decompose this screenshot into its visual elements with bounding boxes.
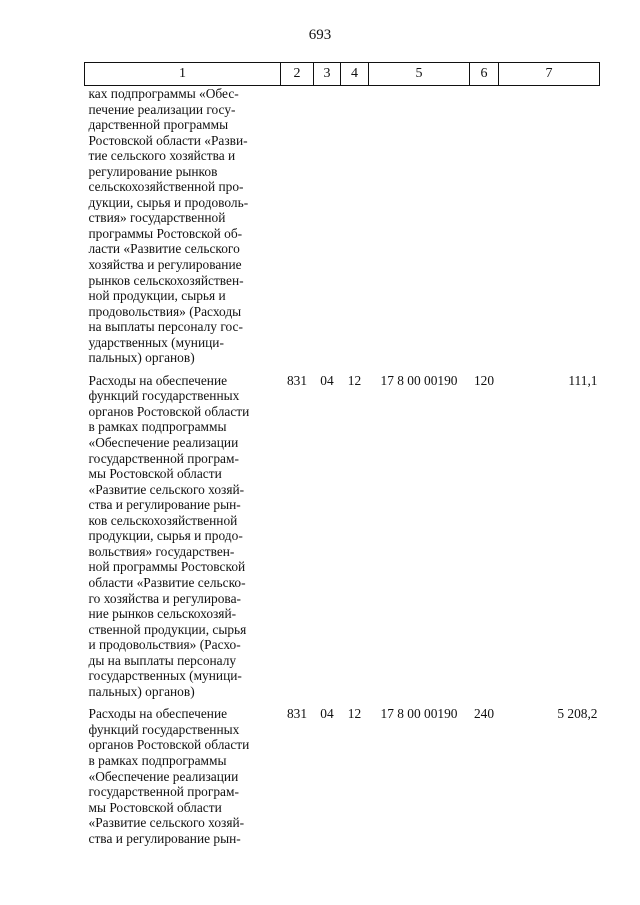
expense-type-cell: 240 <box>473 706 495 722</box>
description-line: ков сельскохозяйственной <box>88 512 238 528</box>
column-header-4: 4 <box>341 63 369 86</box>
section-code-cell: 04 <box>320 372 334 388</box>
amount-cell: 5 208,2 <box>557 706 598 722</box>
target-article-cell <box>369 86 470 373</box>
section-code-cell <box>314 86 341 373</box>
description-line: регулирование рынков <box>88 163 218 179</box>
description-line: тие сельского хозяйства и <box>88 148 236 164</box>
row-description <box>85 706 281 853</box>
table-row <box>85 706 600 853</box>
description-line: в рамках подпрограммы <box>88 752 227 768</box>
subsection-code-cell: 12 <box>347 372 362 388</box>
description-line: «Развитие сельского хозяй- <box>88 815 245 831</box>
column-header-7: 7 <box>499 63 600 86</box>
subsection-code-cell <box>341 86 369 373</box>
description-line: сельскохозяйственной про- <box>88 179 244 195</box>
ministry-code-cell: 831 <box>286 372 308 388</box>
column-header-6: 6 <box>470 63 499 86</box>
subsection-code-cell: 12 <box>347 706 362 722</box>
row-description <box>85 86 281 373</box>
description-line: органов Ростовской области <box>88 403 250 419</box>
column-header-3: 3 <box>314 63 341 86</box>
description-line: дукции, сырья и продоволь- <box>88 194 249 210</box>
target-article-cell: 17 8 00 00190 <box>380 372 458 388</box>
table-row <box>85 373 600 706</box>
description-line: государственных (муници- <box>88 668 242 684</box>
description-line: рынков сельскохозяйствен- <box>88 272 244 288</box>
description-line: «Обеспечение реализации <box>88 768 239 784</box>
description-line: ствия» государственной <box>88 210 226 226</box>
description-line: Расходы на обеспечение <box>88 706 228 722</box>
ministry-code-cell: 831 <box>286 706 308 722</box>
description-line: ласти «Развитие сельского <box>88 241 240 257</box>
table-header-row <box>85 63 600 86</box>
column-header-1: 1 <box>85 63 281 86</box>
description-line: ства и регулирование рын- <box>88 830 241 846</box>
description-line: государственной програм- <box>88 450 239 466</box>
description-line: продовольствия» (Расходы <box>88 303 242 319</box>
description-line: ках подпрограммы «Обес- <box>88 86 239 101</box>
description-line: органов Ростовской области <box>88 737 250 753</box>
description-line: Расходы на обеспечение <box>88 372 228 388</box>
description-line: пальных) органов) <box>88 350 195 366</box>
amount-cell: 111,1 <box>568 372 598 388</box>
description-line: программы Ростовской об- <box>88 225 243 241</box>
description-line: «Обеспечение реализации <box>88 435 239 451</box>
description-line: на выплаты персоналу гос- <box>88 319 243 335</box>
column-header-2: 2 <box>281 63 314 86</box>
description-line: функций государственных <box>88 721 240 737</box>
description-line: ной продукции, сырья и <box>88 288 226 304</box>
row-description <box>85 373 281 706</box>
description-line: ной программы Ростовской <box>88 559 246 575</box>
description-line: дарственной программы <box>88 117 229 133</box>
target-article-cell: 17 8 00 00190 <box>380 706 458 722</box>
description-line: хозяйства и регулирование <box>88 257 242 273</box>
description-line: го хозяйства и регулирова- <box>88 590 241 606</box>
expense-type-cell: 120 <box>473 372 495 388</box>
description-line: продукции, сырья и продо- <box>88 528 243 544</box>
amount-cell <box>499 86 600 373</box>
ministry-code-cell <box>281 86 314 373</box>
description-line: печение реализации госу- <box>88 101 236 117</box>
description-line: ства и регулирование рын- <box>88 497 241 513</box>
budget-table <box>84 62 600 853</box>
table-row <box>85 86 600 373</box>
description-line: ственной продукции, сырья <box>88 621 247 637</box>
description-line: «Развитие сельского хозяй- <box>88 481 245 497</box>
description-line: государственной програм- <box>88 784 239 800</box>
page-number: 693 <box>308 27 332 43</box>
section-code-cell: 04 <box>320 706 334 722</box>
description-line: ударственных (муници- <box>88 334 224 350</box>
description-line: мы Ростовской области <box>88 799 222 815</box>
description-line: функций государственных <box>88 388 240 404</box>
expense-type-cell <box>470 86 499 373</box>
description-line: ды на выплаты персоналу <box>88 652 237 668</box>
description-line: в рамках подпрограммы <box>88 419 227 435</box>
description-line: мы Ростовской области <box>88 466 222 482</box>
description-line: области «Развитие сельско- <box>88 574 246 590</box>
description-line: ние рынков сельскохозяй- <box>88 606 237 622</box>
description-line: вольствия» государствен- <box>88 543 235 559</box>
description-line: Ростовской области «Разви- <box>88 132 248 148</box>
description-line: и продовольствия» (Расхо- <box>88 637 241 653</box>
column-header-5: 5 <box>369 63 470 86</box>
description-line: пальных) органов) <box>88 683 195 699</box>
